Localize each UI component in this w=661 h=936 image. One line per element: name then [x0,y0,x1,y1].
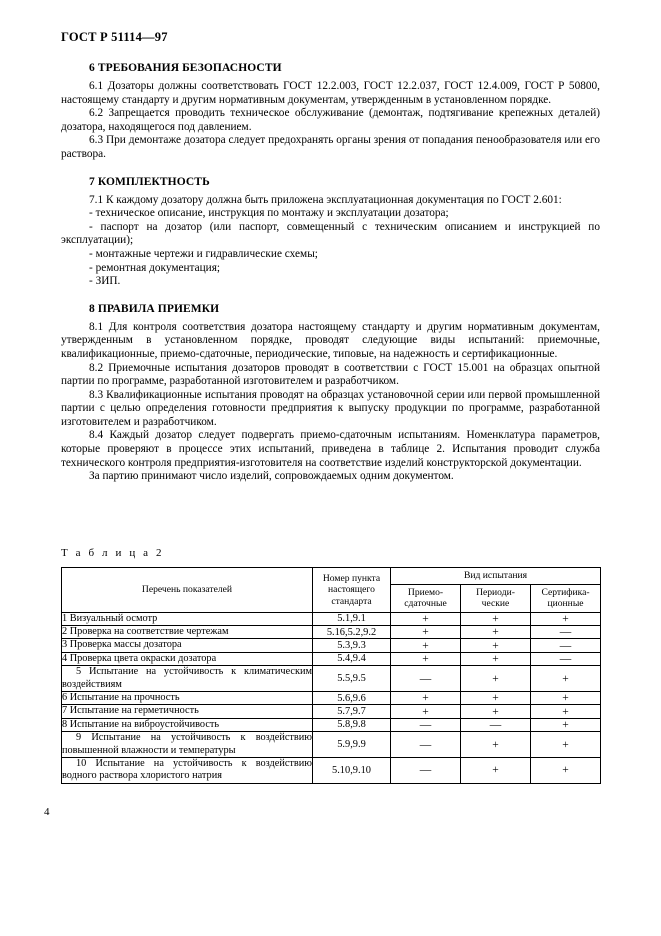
table-row [62,757,601,783]
table-row [62,691,601,704]
table-row [62,639,601,652]
cell-acceptance-delivery: — [391,732,461,758]
cell-indicator: 5 Испытание на устойчивость к климатическим воздействиям [62,666,312,690]
cell-certification: + [531,732,601,758]
cell-certification: + [531,718,601,731]
cell-indicator: 7 Испытание на герметичность [62,705,313,718]
table-header-row-1 [62,568,601,585]
table-row [62,625,601,638]
acceptance-test-table [61,567,601,784]
cell-clause: 5.9,9.9 [313,732,391,758]
cell-periodic: + [461,705,531,718]
cell-periodic: + [461,666,531,692]
page-number: 4 [44,806,50,818]
cell-certification: + [531,757,601,783]
header-cell-clause-number: Номер пункта настоящего стандарта [313,568,391,613]
cell-clause: 5.1,9.1 [313,612,391,625]
cell-acceptance-delivery: + [391,625,461,638]
cell-certification: — [531,625,601,638]
cell-indicator: 9 Испытание на устойчивость к воздействию повышенной влажности и температуры [62,732,312,756]
cell-acceptance-delivery: + [391,639,461,652]
paragraph-6-2: 6.2 Запрещается проводить техническое обслуживание (демонтаж, подтягивание крепежных деталей) дозатора, находящегося под давлением. [61,107,600,133]
header-cell-acceptance-delivery: Приемо-сдаточные [391,584,461,612]
cell-periodic: + [461,757,531,783]
cell-periodic: + [461,639,531,652]
table-row [62,705,601,718]
paragraph-6-3: 6.3 При демонтаже дозатора следует предохранять органы зрения от попадания пенообразователя или его раствора. [61,134,600,160]
cell-certification: + [531,666,601,692]
paragraph-8-3: 8.3 Квалификационные испытания проводят на образцах установочной серии или первой промышленной партии с целью определения готовности предприятия к выпуску продукции по программе, разработанной изготовителем и разработчиком. [61,388,600,428]
header-cell-periodic: Периоди-ческие [461,584,531,612]
cell-periodic: + [461,612,531,625]
cell-acceptance-delivery: + [391,612,461,625]
paragraph-8-4: 8.4 Каждый дозатор следует подвергать приемо-сдаточным испытаниям. Номенклатура параметров, которые проверяют в процессе этих испытаний, приведена в таблице 2. Испытания проводит служба технического контроля предприятия-изготовителя на соответствие изделий конструкторской документации. [61,429,600,469]
cell-certification: — [531,639,601,652]
document-body [61,56,600,484]
paragraph-8-batch: За партию принимают число изделий, сопровождаемых одним документом. [89,470,454,483]
cell-indicator: 2 Проверка на соответствие чертежам [62,625,313,638]
standard-identifier: ГОСТ Р 51114—97 [61,30,168,44]
paragraph-7-1: 7.1 К каждому дозатору должна быть приложена эксплуатационная документация по ГОСТ 2.601: [89,193,562,206]
cell-periodic: — [461,718,531,731]
cell-indicator: 4 Проверка цвета окраски дозатора [62,652,313,665]
paragraph-6-1: 6.1 Дозаторы должны соответствовать ГОСТ 12.2.003, ГОСТ 12.2.037, ГОСТ 12.4.009, ГОСТ Р 50800, настоящему стандарту и другим нормативным документам, утвержденным в установленном порядке. [61,80,600,106]
table-caption: Т а б л и ц а 2 [61,547,165,559]
cell-clause: 5.8,9.8 [313,718,391,731]
cell-indicator: 6 Испытание на прочность [62,691,313,704]
cell-acceptance-delivery: — [391,666,461,692]
table-row [62,718,601,731]
cell-clause: 5.10,9.10 [313,757,391,783]
section-heading-6: 6 ТРЕБОВАНИЯ БЕЗОПАСНОСТИ [89,62,282,74]
cell-indicator: 1 Визуальный осмотр [62,612,313,625]
section-heading-8: 8 ПРАВИЛА ПРИЕМКИ [89,302,220,315]
list-item-drawings: - монтажные чертежи и гидравлические схемы; [89,247,318,260]
cell-clause: 5.5,9.5 [313,666,391,692]
cell-indicator: 3 Проверка массы дозатора [62,639,313,652]
cell-clause: 5.4,9.4 [313,652,391,665]
cell-indicator: 10 Испытание на устойчивость к воздействию водного раствора хлористого натрия [62,757,312,782]
cell-acceptance-delivery: — [391,757,461,783]
cell-certification: + [531,612,601,625]
cell-clause: 5.16,5.2,9.2 [313,625,391,638]
table-row [62,732,601,758]
cell-periodic: + [461,691,531,704]
cell-clause: 5.6,9.6 [313,691,391,704]
list-item-repair-docs: - ремонтная документация; [89,261,221,274]
table-row [62,652,601,665]
header-cell-test-type-group: Вид испытания [391,568,601,585]
cell-certification: + [531,705,601,718]
paragraph-8-2: 8.2 Приемочные испытания дозаторов проводят в соответствии с ГОСТ 15.001 на образцах опытной партии по программе, разработанной изготовителем и разработчиком. [61,361,600,388]
cell-certification: — [531,652,601,665]
cell-acceptance-delivery: + [391,691,461,704]
section-heading-7: 7 КОМПЛЕКТНОСТЬ [89,175,210,188]
table-body [62,612,601,783]
table-row [62,666,601,692]
header-cell-indicator-list: Перечень показателей [62,568,313,613]
cell-periodic: + [461,652,531,665]
cell-periodic: + [461,625,531,638]
header-cell-certification: Сертифика-ционные [531,584,601,612]
cell-acceptance-delivery: — [391,718,461,731]
table-header [62,568,601,613]
cell-acceptance-delivery: + [391,652,461,665]
list-item-zip: - ЗИП. [89,275,121,288]
cell-clause: 5.3,9.3 [313,639,391,652]
cell-acceptance-delivery: + [391,705,461,718]
cell-certification: + [531,691,601,704]
cell-clause: 5.7,9.7 [313,705,391,718]
cell-indicator: 8 Испытание на виброустойчивость [62,718,313,731]
cell-periodic: + [461,732,531,758]
list-item-technical-description: - техническое описание, инструкция по монтажу и эксплуатации дозатора; [89,207,449,220]
paragraph-8-1: 8.1 Для контроля соответствия дозатора настоящему стандарту и другим нормативным документам, утвержденным в установленном порядке, проводят следующие виды испытаний: приемочные, квалификационные, приемо-сдаточные, периодические, типовые, на надежность и сертификационные. [61,320,600,360]
list-item-passport: - паспорт на дозатор (или паспорт, совмещенный с техническим описанием и инструкцией по эксплуатации); [61,220,600,247]
table-row [62,612,601,625]
